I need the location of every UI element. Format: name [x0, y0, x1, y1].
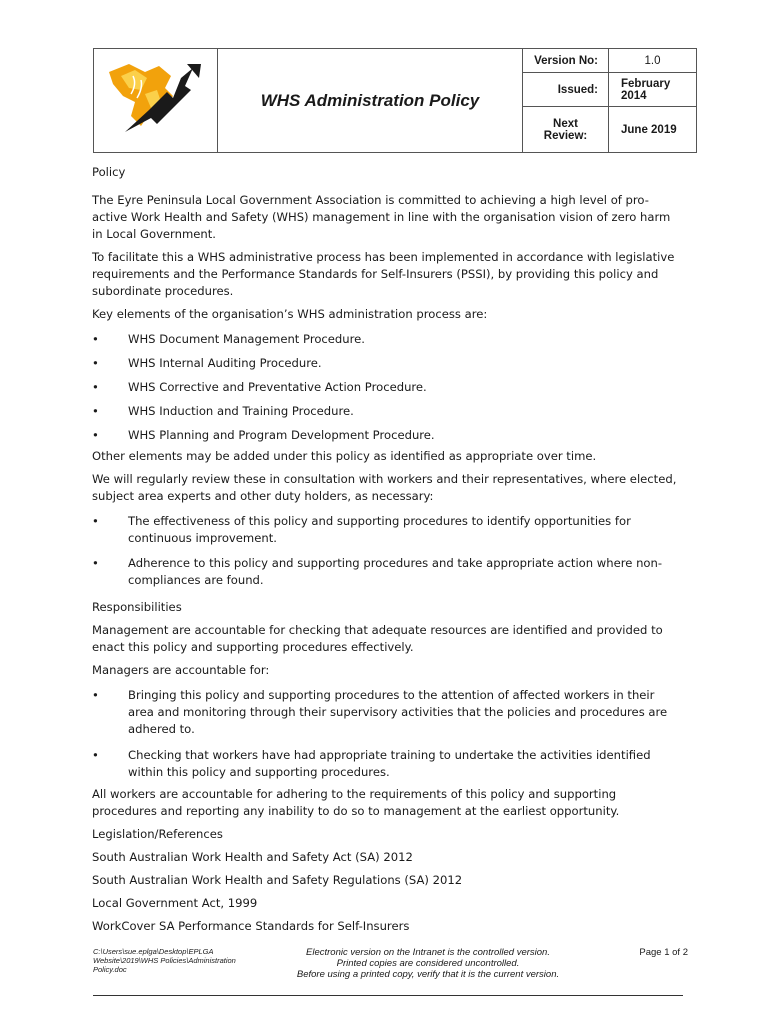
issued-year: 2014	[621, 89, 647, 102]
policy-body	[92, 164, 682, 941]
bullet-icon: •	[92, 404, 99, 418]
version-label: Version No:	[523, 49, 609, 73]
footer-rule	[93, 995, 683, 996]
paragraph-commitment: The Eyre Peninsula Local Government Association is committed to achieving a high level of pro-active Work Health and Safety (WHS) management in line with the organisation vision of zero harm in Local Government.	[92, 193, 671, 241]
paragraph-managers: Managers are accountable for:	[92, 663, 270, 677]
notice-line: Printed copies are considered uncontrolled.	[336, 958, 520, 969]
reference-item: South Australian Work Health and Safety Regulations (SA) 2012	[92, 873, 463, 887]
review-list	[92, 513, 682, 589]
eplga-logo-icon	[101, 54, 211, 144]
list-item: • WHS Internal Auditing Procedure.	[92, 356, 322, 370]
paragraph-workers: All workers are accountable for adhering to the requirements of this policy and supporting procedures and reporting any inability to do so to management at the earliest opportunity.	[92, 787, 620, 818]
list-item: • WHS Corrective and Preventative Action Procedure.	[92, 380, 427, 394]
reference-item: Local Government Act, 1999	[92, 896, 258, 910]
paragraph-key-elements: Key elements of the organisation’s WHS administration process are:	[92, 307, 488, 321]
version-value: 1.0	[609, 49, 697, 73]
control-notice	[268, 947, 588, 980]
paragraph-review: We will regularly review these in consultation with workers and their representatives, where elected, subject area experts and other duty holders, as necessary:	[92, 472, 677, 503]
header-table	[93, 48, 697, 153]
manager-list	[92, 687, 682, 781]
list-item: • Checking that workers have had appropriate training to undertake the activities identified within this policy and supporting procedures.	[92, 748, 651, 779]
list-item: • WHS Planning and Program Development Procedure.	[92, 428, 435, 442]
bullet-icon: •	[92, 428, 99, 442]
list-item: • The effectiveness of this policy and supporting procedures to identify opportunities for continuous improvement.	[92, 514, 631, 545]
bullet-icon: •	[92, 556, 99, 570]
document-title: WHS Administration Policy	[218, 49, 523, 153]
notice-line: Electronic version on the Intranet is the controlled version.	[306, 947, 550, 958]
paragraph-facilitate: To facilitate this a WHS administrative process has been implemented in accordance with legislative requirements and the Performance Standards for Self-Insurers (PSSI), by providing this policy and subordinate procedures.	[92, 250, 675, 298]
review-label	[523, 107, 609, 153]
key-elements-list	[92, 331, 682, 444]
bullet-icon: •	[92, 332, 99, 346]
bullet-icon: •	[92, 356, 99, 370]
bullet-icon: •	[92, 514, 99, 528]
list-item: • WHS Induction and Training Procedure.	[92, 404, 354, 418]
list-item: • Adherence to this policy and supporting procedures and take appropriate action where non-compliances are found.	[92, 556, 663, 587]
review-label-line1: Next	[553, 117, 578, 130]
list-item: • Bringing this policy and supporting procedures to the attention of affected workers in their area and monitoring through their supervisory activities that the policies and procedures are adhered to.	[92, 688, 668, 736]
bullet-icon: •	[92, 380, 99, 394]
bullet-icon: •	[92, 688, 99, 702]
list-item: • WHS Document Management Procedure.	[92, 332, 365, 346]
paragraph-management: Management are accountable for checking that adequate resources are identified and provided to enact this policy and supporting procedures effectively.	[92, 623, 663, 654]
policy-heading: Policy	[92, 165, 126, 179]
responsibilities-heading: Responsibilities	[92, 600, 182, 614]
review-label-line2: Review:	[543, 129, 588, 142]
logo	[94, 49, 218, 153]
bullet-icon: •	[92, 748, 99, 762]
reference-item: South Australian Work Health and Safety Act (SA) 2012	[92, 850, 413, 864]
file-path: C:\Users\sue.eplga\Desktop\EPLGA Website\2019\WHS Policies\Administration Policy.doc	[93, 947, 236, 974]
paragraph-other-elements: Other elements may be added under this policy as identified as appropriate over time.	[92, 449, 597, 463]
issued-value	[609, 73, 697, 107]
notice-line: Before using a printed copy, verify that it is the current version.	[296, 969, 560, 980]
review-value: June 2019	[609, 107, 697, 153]
issued-label: Issued:	[523, 73, 609, 107]
reference-item: WorkCover SA Performance Standards for Self-Insurers	[92, 919, 410, 933]
page-number: Page 1 of 2	[639, 947, 688, 958]
issued-month: February	[621, 77, 671, 90]
legislation-heading: Legislation/References	[92, 827, 223, 841]
